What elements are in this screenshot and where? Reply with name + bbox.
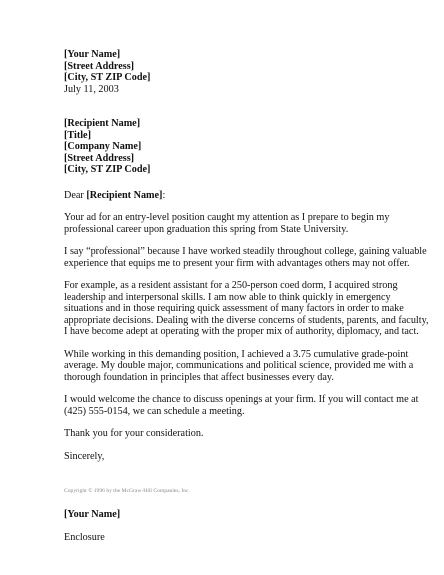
sender-address-block (64, 49, 424, 95)
paragraph-line: professional career upon graduation this spring from State University. (64, 223, 349, 235)
recipient-company: [Company Name] (64, 141, 142, 152)
paragraph-intro (64, 212, 424, 235)
paragraph-line: thorough foundation in principles that affect businesses every day. (64, 371, 334, 383)
sender-city: [City, ST ZIP Code] (64, 72, 151, 83)
paragraph-line: situations and in those requiring quick assessment of many factors in order to make (64, 303, 404, 314)
paragraph-line: While working in this demanding position, I achieved a 3.75 cumulative grade-point (64, 348, 409, 360)
paragraph-line: experience that equips me to present your firm with advantages others may not offer. (64, 257, 410, 269)
paragraph-line: For example, as a resident assistant for a 250-person coed dorm, I acquired strong (64, 280, 398, 291)
sender-street: [Street Address] (64, 60, 135, 72)
sender-name: [Your Name] (64, 49, 121, 60)
paragraph-line: Your ad for an entry-level position caught my attention as I prepare to begin my (64, 212, 390, 223)
paragraph-line: Thank you for your consideration. (64, 428, 204, 439)
paragraph-line: leadership and interpersonal skills. I am now able to think quickly in emergency (64, 291, 391, 303)
salutation-prefix: Dear (64, 189, 87, 201)
letter-date: July 11, 2003 (64, 83, 119, 95)
paragraph-line: appropriate decisions. Dealing with the diverse concerns of students, parents, and faculty, (64, 314, 429, 326)
paragraph-contact (64, 394, 424, 417)
salutation-suffix: : (162, 189, 166, 201)
paragraph-line: I have become adept at operating with the proper mix of authority, diplomacy, and tact. (64, 326, 419, 337)
letter-body (64, 49, 429, 543)
enclosure-notation: Enclosure (64, 531, 105, 543)
recipient-street: [Street Address] (64, 152, 135, 164)
signature-name: [Your Name] (64, 509, 121, 520)
copyright-notice: Copyright © 1996 by the McGraw-Hill Companies, Inc. (64, 488, 190, 494)
paragraph-line: I say “professional” because I have worked steadily throughout college, gaining valuable (64, 246, 427, 257)
paragraph-resident-assistant (64, 280, 429, 338)
paragraph-line: (425) 555-0154, we can schedule a meeting. (64, 405, 245, 417)
closing: Sincerely, (64, 450, 105, 462)
paragraph-professional (64, 246, 427, 269)
recipient-name: [Recipient Name] (64, 118, 141, 129)
recipient-title: [Title] (64, 129, 91, 141)
salutation (64, 190, 424, 202)
salutation-recipient-name: [Recipient Name] (86, 189, 163, 201)
paragraph-thanks (64, 428, 424, 440)
recipient-address-block (64, 118, 424, 176)
paragraph-line: I would welcome the chance to discuss openings at your firm. If you will contact me at (64, 394, 419, 405)
paragraph-gpa (64, 349, 424, 384)
paragraph-line: average. My double major, communications and political science, provided me with a (64, 360, 414, 371)
recipient-city: [City, ST ZIP Code] (64, 164, 151, 175)
